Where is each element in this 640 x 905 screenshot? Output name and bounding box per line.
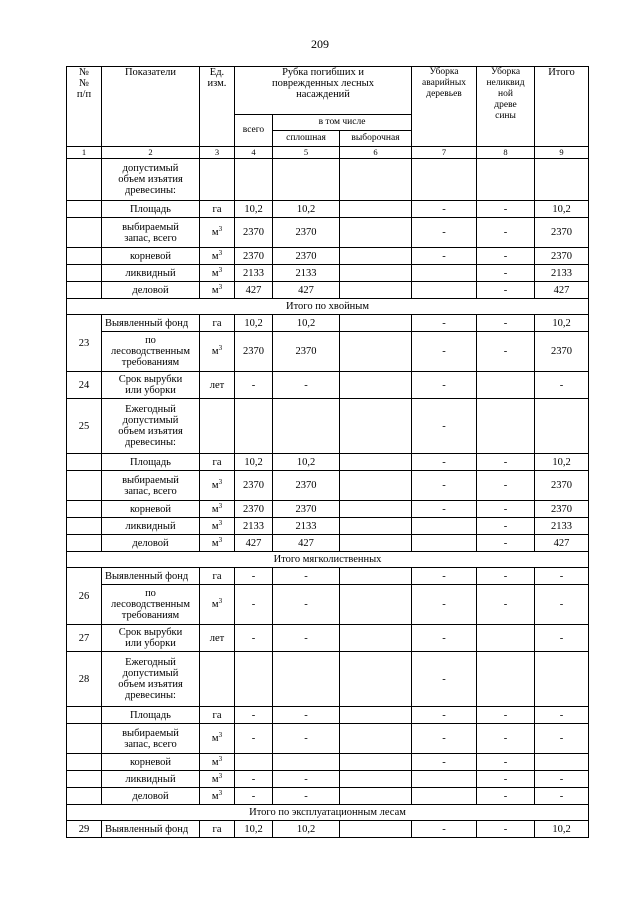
value-cell-c5: [273, 652, 340, 707]
column-number: 9: [535, 147, 589, 159]
row-number: [67, 518, 102, 535]
row-number: [67, 471, 102, 501]
value-cell-c9: 2370: [535, 501, 589, 518]
value-cell-c9: -: [535, 372, 589, 399]
value-cell-c9: 427: [535, 535, 589, 552]
table-row: [67, 518, 589, 535]
value-cell-c7: -: [412, 724, 477, 754]
unit-cell: $м^3$: [200, 501, 235, 518]
value-cell-c8: -: [477, 454, 535, 471]
indicator-label: Площадь: [102, 454, 200, 471]
value-cell-c6: [340, 625, 412, 652]
value-cell-c7: -: [412, 471, 477, 501]
header-including: в том числе: [273, 115, 412, 131]
indicator-label: ликвидный: [102, 265, 200, 282]
value-cell-c7: [412, 159, 477, 201]
section-row: [67, 552, 589, 568]
unit-cell: га: [200, 707, 235, 724]
section-title: Итого по хвойным: [67, 299, 589, 315]
value-cell-c8: -: [477, 535, 535, 552]
indicator-label: Площадь: [102, 201, 200, 218]
header-row-number: № № п/п: [67, 67, 102, 147]
value-cell-c9: -: [535, 585, 589, 625]
value-cell-c5: -: [273, 788, 340, 805]
unit-cell: [200, 159, 235, 201]
value-cell-c8: -: [477, 471, 535, 501]
row-number: 28: [67, 652, 102, 707]
value-cell-c8: -: [477, 315, 535, 332]
value-cell-c8: [477, 399, 535, 454]
value-cell-c6: [340, 724, 412, 754]
header-clear-felling: сплошная: [273, 131, 340, 147]
value-cell-c5: 2370: [273, 218, 340, 248]
indicator-label: Ежегодный допустимый объем изъятия древесины:: [102, 399, 200, 454]
table-row: [67, 282, 589, 299]
indicator-label: корневой: [102, 248, 200, 265]
value-cell-c9: 10,2: [535, 315, 589, 332]
unit-cell: $м^3$: [200, 518, 235, 535]
value-cell-c6: [340, 535, 412, 552]
value-cell-c7: [412, 535, 477, 552]
unit-cell: $м^3$: [200, 724, 235, 754]
header-emergency-trees: Уборка аварийных деревьев: [412, 67, 477, 147]
value-cell-c4: -: [235, 625, 273, 652]
unit-cell: [200, 652, 235, 707]
column-number: 7: [412, 147, 477, 159]
value-cell-c8: -: [477, 501, 535, 518]
indicator-label: Срок вырубки или уборки: [102, 625, 200, 652]
value-cell-c5: 2370: [273, 471, 340, 501]
table-row: [67, 399, 589, 454]
value-cell-c9: [535, 159, 589, 201]
unit-cell: $м^3$: [200, 754, 235, 771]
indicator-label: деловой: [102, 282, 200, 299]
value-cell-c7: -: [412, 201, 477, 218]
column-number: 6: [340, 147, 412, 159]
value-cell-c4: [235, 652, 273, 707]
value-cell-c7: -: [412, 218, 477, 248]
value-cell-c8: [477, 625, 535, 652]
row-number: 24: [67, 372, 102, 399]
unit-cell: $м^3$: [200, 218, 235, 248]
unit-cell: га: [200, 568, 235, 585]
value-cell-c8: -: [477, 248, 535, 265]
indicator-label: допустимый объем изъятия древесины:: [102, 159, 200, 201]
value-cell-c9: [535, 652, 589, 707]
row-number: [67, 265, 102, 282]
row-number: 25: [67, 399, 102, 454]
row-number: [67, 159, 102, 201]
value-cell-c6: [340, 315, 412, 332]
indicator-label: ликвидный: [102, 518, 200, 535]
value-cell-c7: -: [412, 821, 477, 838]
value-cell-c8: -: [477, 754, 535, 771]
value-cell-c4: 2133: [235, 518, 273, 535]
value-cell-c8: -: [477, 282, 535, 299]
value-cell-c6: [340, 501, 412, 518]
value-cell-c5: 2370: [273, 501, 340, 518]
value-cell-c4: 10,2: [235, 315, 273, 332]
value-cell-c5: 2133: [273, 518, 340, 535]
value-cell-c9: 2133: [535, 518, 589, 535]
value-cell-c4: [235, 399, 273, 454]
column-number: 3: [200, 147, 235, 159]
value-cell-c6: [340, 754, 412, 771]
indicator-label: Выявленный фонд: [102, 568, 200, 585]
indicator-label: корневой: [102, 501, 200, 518]
value-cell-c6: [340, 518, 412, 535]
value-cell-c4: 2133: [235, 265, 273, 282]
table-row: [67, 201, 589, 218]
value-cell-c6: [340, 788, 412, 805]
value-cell-c9: -: [535, 625, 589, 652]
unit-cell: лет: [200, 625, 235, 652]
value-cell-c8: -: [477, 707, 535, 724]
table-row: [67, 724, 589, 754]
value-cell-c9: 10,2: [535, 201, 589, 218]
value-cell-c5: 427: [273, 535, 340, 552]
value-cell-c6: [340, 771, 412, 788]
value-cell-c5: -: [273, 724, 340, 754]
unit-cell: $м^3$: [200, 332, 235, 372]
value-cell-c8: -: [477, 218, 535, 248]
value-cell-c4: -: [235, 724, 273, 754]
value-cell-c7: -: [412, 501, 477, 518]
value-cell-c5: -: [273, 707, 340, 724]
value-cell-c6: [340, 399, 412, 454]
value-cell-c5: 2133: [273, 265, 340, 282]
value-cell-c6: [340, 652, 412, 707]
unit-cell: [200, 399, 235, 454]
value-cell-c5: -: [273, 771, 340, 788]
table-row: [67, 315, 589, 332]
column-number: 1: [67, 147, 102, 159]
table-row: [67, 471, 589, 501]
row-number: [67, 248, 102, 265]
value-cell-c8: -: [477, 585, 535, 625]
value-cell-c6: [340, 201, 412, 218]
value-cell-c7: -: [412, 372, 477, 399]
indicator-label: выбираемый запас, всего: [102, 218, 200, 248]
table-row: [67, 265, 589, 282]
indicator-label: деловой: [102, 535, 200, 552]
value-cell-c9: -: [535, 568, 589, 585]
column-number: 4: [235, 147, 273, 159]
value-cell-c9: 10,2: [535, 821, 589, 838]
value-cell-c4: 10,2: [235, 201, 273, 218]
value-cell-c4: -: [235, 372, 273, 399]
value-cell-c4: -: [235, 771, 273, 788]
value-cell-c7: [412, 771, 477, 788]
value-cell-c9: [535, 399, 589, 454]
table-row: [67, 248, 589, 265]
value-cell-c6: [340, 471, 412, 501]
value-cell-c6: [340, 372, 412, 399]
value-cell-c9: 10,2: [535, 454, 589, 471]
value-cell-c8: -: [477, 201, 535, 218]
column-number: 2: [102, 147, 200, 159]
value-cell-c9: 2370: [535, 332, 589, 372]
indicator-label: ликвидный: [102, 771, 200, 788]
indicator-label: Срок вырубки или уборки: [102, 372, 200, 399]
section-title: Итого мягколиственных: [67, 552, 589, 568]
value-cell-c5: -: [273, 372, 340, 399]
row-number: 23: [67, 315, 102, 372]
value-cell-c5: [273, 754, 340, 771]
row-number: [67, 535, 102, 552]
value-cell-c7: -: [412, 707, 477, 724]
page-number: 209: [311, 37, 329, 51]
value-cell-c7: -: [412, 754, 477, 771]
value-cell-c4: 2370: [235, 248, 273, 265]
value-cell-c5: [273, 159, 340, 201]
column-number: 5: [273, 147, 340, 159]
indicator-label: по лесоводственным требованиям: [102, 332, 200, 372]
value-cell-c6: [340, 248, 412, 265]
value-cell-c9: -: [535, 771, 589, 788]
indicator-label: по лесоводственным требованиям: [102, 585, 200, 625]
row-number: [67, 282, 102, 299]
indicator-label: корневой: [102, 754, 200, 771]
header-unit: Ед. изм.: [200, 67, 235, 147]
unit-cell: га: [200, 454, 235, 471]
value-cell-c4: 427: [235, 535, 273, 552]
row-number: [67, 218, 102, 248]
value-cell-c9: 2370: [535, 471, 589, 501]
value-cell-c4: -: [235, 585, 273, 625]
indicator-label: Выявленный фонд: [102, 315, 200, 332]
value-cell-c6: [340, 454, 412, 471]
table-row: [67, 535, 589, 552]
forest-felling-table: [66, 66, 589, 838]
value-cell-c7: -: [412, 625, 477, 652]
value-cell-c6: [340, 585, 412, 625]
value-cell-c7: [412, 282, 477, 299]
row-number: [67, 707, 102, 724]
value-cell-c6: [340, 218, 412, 248]
table-row: [67, 707, 589, 724]
row-number: [67, 788, 102, 805]
value-cell-c4: 427: [235, 282, 273, 299]
header-total: Итого: [535, 67, 589, 147]
value-cell-c7: -: [412, 248, 477, 265]
header-indicators: Показатели: [102, 67, 200, 147]
unit-cell: $м^3$: [200, 771, 235, 788]
table-row: [67, 821, 589, 838]
value-cell-c9: 2133: [535, 265, 589, 282]
value-cell-c7: -: [412, 315, 477, 332]
value-cell-c5: 2370: [273, 248, 340, 265]
value-cell-c5: -: [273, 625, 340, 652]
section-title: Итого по эксплуатационным лесам: [67, 805, 589, 821]
table-row: [67, 568, 589, 585]
indicator-label: Ежегодный допустимый объем изъятия древесины:: [102, 652, 200, 707]
row-number: [67, 454, 102, 471]
unit-cell: $м^3$: [200, 535, 235, 552]
section-row: [67, 299, 589, 315]
value-cell-c5: 10,2: [273, 454, 340, 471]
row-number: [67, 724, 102, 754]
value-cell-c7: -: [412, 399, 477, 454]
column-number: 8: [477, 147, 535, 159]
unit-cell: $м^3$: [200, 585, 235, 625]
table-row: [67, 454, 589, 471]
value-cell-c4: 10,2: [235, 454, 273, 471]
value-cell-c6: [340, 265, 412, 282]
value-cell-c6: [340, 707, 412, 724]
value-cell-c5: -: [273, 568, 340, 585]
value-cell-c4: -: [235, 707, 273, 724]
value-cell-c7: [412, 788, 477, 805]
value-cell-c5: 10,2: [273, 821, 340, 838]
unit-cell: $м^3$: [200, 282, 235, 299]
value-cell-c8: -: [477, 788, 535, 805]
value-cell-c8: -: [477, 821, 535, 838]
value-cell-c4: -: [235, 788, 273, 805]
value-cell-c8: -: [477, 724, 535, 754]
indicator-label: Площадь: [102, 707, 200, 724]
value-cell-c8: [477, 159, 535, 201]
value-cell-c6: [340, 332, 412, 372]
table-row: [67, 372, 589, 399]
row-number: 26: [67, 568, 102, 625]
header-selective-felling: выборочная: [340, 131, 412, 147]
unit-cell: $м^3$: [200, 471, 235, 501]
unit-cell: $м^3$: [200, 248, 235, 265]
value-cell-c4: 2370: [235, 332, 273, 372]
unit-cell: $м^3$: [200, 788, 235, 805]
unit-cell: $м^3$: [200, 265, 235, 282]
header-felling: Рубка погибших и поврежденных лесных насаждений: [235, 67, 412, 115]
table-row: [67, 788, 589, 805]
value-cell-c8: [477, 652, 535, 707]
value-cell-c7: -: [412, 585, 477, 625]
value-cell-c4: 10,2: [235, 821, 273, 838]
column-numbers-row: [67, 147, 589, 159]
value-cell-c8: -: [477, 332, 535, 372]
header-illiquid-wood: Уборка неликвид ной древе сины: [477, 67, 535, 147]
table-row: [67, 754, 589, 771]
value-cell-c5: 10,2: [273, 315, 340, 332]
value-cell-c6: [340, 568, 412, 585]
table-row: [67, 332, 589, 372]
value-cell-c9: -: [535, 724, 589, 754]
value-cell-c8: -: [477, 265, 535, 282]
table-row: [67, 501, 589, 518]
table-row: [67, 218, 589, 248]
value-cell-c7: [412, 518, 477, 535]
indicator-label: выбираемый запас, всего: [102, 724, 200, 754]
unit-cell: га: [200, 821, 235, 838]
value-cell-c5: 2370: [273, 332, 340, 372]
row-number: [67, 501, 102, 518]
unit-cell: га: [200, 201, 235, 218]
row-number: 27: [67, 625, 102, 652]
value-cell-c8: [477, 372, 535, 399]
value-cell-c8: -: [477, 518, 535, 535]
table-row: [67, 159, 589, 201]
indicator-label: Выявленный фонд: [102, 821, 200, 838]
table-row: [67, 625, 589, 652]
value-cell-c6: [340, 159, 412, 201]
table-row: [67, 652, 589, 707]
value-cell-c7: -: [412, 454, 477, 471]
value-cell-c4: [235, 754, 273, 771]
row-number: [67, 201, 102, 218]
section-row: [67, 805, 589, 821]
value-cell-c5: -: [273, 585, 340, 625]
value-cell-c6: [340, 282, 412, 299]
value-cell-c7: -: [412, 652, 477, 707]
value-cell-c4: -: [235, 568, 273, 585]
value-cell-c9: -: [535, 707, 589, 724]
table-row: [67, 585, 589, 625]
header-all-felling: всего: [235, 115, 273, 147]
value-cell-c4: 2370: [235, 501, 273, 518]
row-number: 29: [67, 821, 102, 838]
value-cell-c8: -: [477, 771, 535, 788]
value-cell-c9: 427: [535, 282, 589, 299]
row-number: [67, 771, 102, 788]
value-cell-c7: [412, 265, 477, 282]
value-cell-c7: -: [412, 568, 477, 585]
unit-cell: лет: [200, 372, 235, 399]
value-cell-c7: -: [412, 332, 477, 372]
value-cell-c5: 10,2: [273, 201, 340, 218]
value-cell-c8: -: [477, 568, 535, 585]
value-cell-c5: [273, 399, 340, 454]
value-cell-c4: 2370: [235, 218, 273, 248]
indicator-label: выбираемый запас, всего: [102, 471, 200, 501]
unit-cell: га: [200, 315, 235, 332]
value-cell-c4: 2370: [235, 471, 273, 501]
value-cell-c5: 427: [273, 282, 340, 299]
value-cell-c9: 2370: [535, 248, 589, 265]
value-cell-c4: [235, 159, 273, 201]
value-cell-c9: 2370: [535, 218, 589, 248]
value-cell-c9: [535, 754, 589, 771]
value-cell-c9: -: [535, 788, 589, 805]
value-cell-c6: [340, 821, 412, 838]
table-row: [67, 771, 589, 788]
row-number: [67, 754, 102, 771]
indicator-label: деловой: [102, 788, 200, 805]
